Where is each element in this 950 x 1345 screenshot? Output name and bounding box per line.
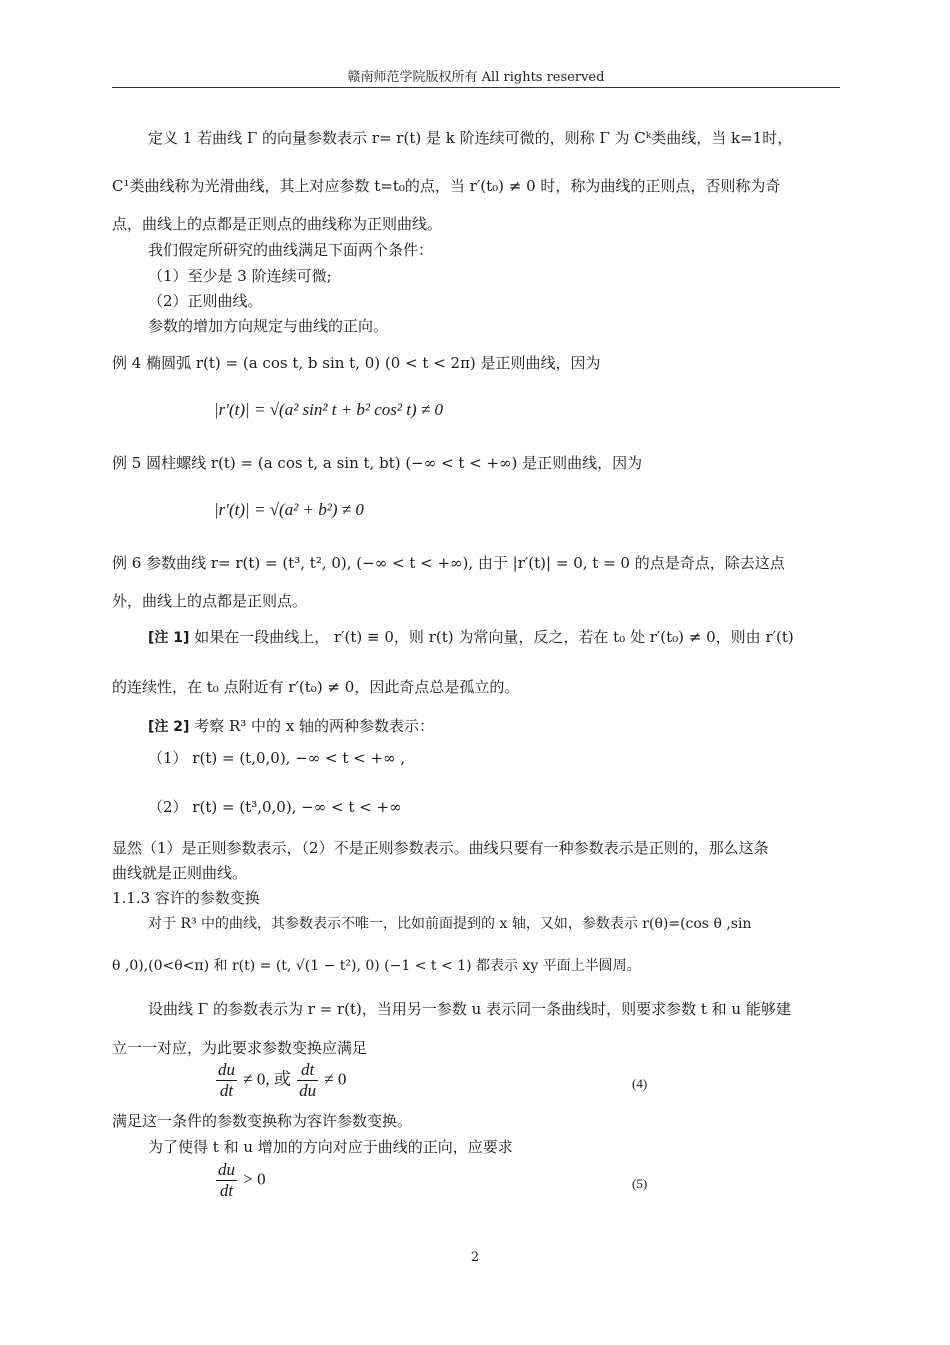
equation-4-number: (4) xyxy=(632,1076,648,1091)
header-rule xyxy=(112,87,840,88)
page-header: 赣南师范学院版权所有 All rights reserved xyxy=(347,70,605,85)
example-5: 例 5 圆柱螺线 r(t) = (a cos t, a sin t, bt) (−∞ < t < +∞) 是正则曲线，因为 xyxy=(112,454,643,472)
note-1-line-1 xyxy=(148,627,794,648)
paragraph-4: 为了使得 t 和 u 增加的方向对应于曲线的正向，应要求 xyxy=(148,1138,513,1156)
note-2-line xyxy=(148,716,434,737)
condition-2: （2）正则曲线。 xyxy=(148,292,263,310)
paragraph-1-line-2: θ ,0),(0<θ<π) 和 r(t) = (t, √(1 − t²), 0) (−1 < t < 1) 都表示 xy 平面上半圆周。 xyxy=(112,958,641,974)
paragraph-3: 满足这一条件的参数变换称为容许参数变换。 xyxy=(112,1112,413,1130)
orientation-rule: 参数的增加方向规定与曲线的正向。 xyxy=(148,317,389,335)
note-2-tag: [注 2] xyxy=(148,719,190,735)
equation-5-number: (5) xyxy=(632,1176,648,1191)
example-6-line-2: 外，曲线上的点都是正则点。 xyxy=(112,592,308,610)
section-heading-1-1-3: 1.1.3 容许的参数变换 xyxy=(112,889,260,907)
definition-1-line-1: 定义 1 若曲线 Γ 的向量参数表示 r= r(t) 是 k 阶连续可微的，则称 Γ 为 Cᵏ类曲线，当 k=1时， xyxy=(148,129,793,147)
note-1-line-2: 的连续性，在 t₀ 点附近有 r′(t₀) ≠ 0，因此奇点总是孤立的。 xyxy=(112,678,520,696)
page-number: 2 xyxy=(470,1250,480,1265)
example-5-formula: |r′(t)| = √(a² + b²) ≠ 0 xyxy=(214,500,364,519)
paragraph-2-line-2: 立一一对应，为此要求参数变换应满足 xyxy=(112,1039,368,1057)
conclusion-line-1: 显然（1）是正则参数表示，（2）不是正则参数表示。曲线只要有一种参数表示是正则的，那么这条 xyxy=(112,839,769,857)
fraction-dt-du: $\frac{dt}{du}$ xyxy=(299,1060,317,1100)
definition-1-line-2: C¹类曲线称为光滑曲线，其上对应参数 t=t₀的点，当 r′(t₀) ≠ 0 时，称为曲线的正则点，否则称为奇 xyxy=(112,177,781,195)
fraction-du-dt: $\frac{du}{dt}$ xyxy=(218,1060,235,1100)
example-4-formula: |r′(t)| = √(a² sin² t + b² cos² t) ≠ 0 xyxy=(214,400,443,419)
assumption-intro: 我们假定所研究的曲线满足下面两个条件： xyxy=(148,241,434,259)
note-2-text: 考察 R³ 中的 x 轴的两种参数表示： xyxy=(194,717,435,735)
paragraph-1-line-1: 对于 R³ 中的曲线，其参数表示不唯一，比如前面提到的 x 轴，又如，参数表示 r(θ)=(cos θ ,sin xyxy=(148,916,752,932)
example-4: 例 4 椭圆弧 r(t) = (a cos t, b sin t, 0) (0 < t < 2π) 是正则曲线，因为 xyxy=(112,354,601,372)
example-6-line-1: 例 6 参数曲线 r= r(t) = (t³, t², 0), (−∞ < t < +∞), 由于 |r′(t)| = 0, t = 0 的点是奇点，除去这点 xyxy=(112,554,785,572)
fraction-du-dt-positive: $\frac{du}{dt}$ xyxy=(218,1160,235,1200)
representation-2: （2） r(t) = (t³,0,0), −∞ < t < +∞ xyxy=(148,798,402,816)
note-1-text: 如果在一段曲线上， r′(t) ≡ 0，则 r(t) 为常向量，反之，若在 t₀ 处 r′(t₀) ≠ 0，则由 r′(t) xyxy=(194,628,794,646)
representation-1: （1） r(t) = (t,0,0), −∞ < t < +∞ , xyxy=(148,749,406,767)
note-1-tag: [注 1] xyxy=(148,630,190,646)
equation-4: $\frac{du}{dt}$ ≠ 0, 或 $\frac{dt}{du}$ ≠ 0 xyxy=(218,1060,347,1100)
condition-1: （1）至少是 3 阶连续可微; xyxy=(148,267,332,285)
definition-1-line-3: 点，曲线上的点都是正则点的曲线称为正则曲线。 xyxy=(112,215,443,233)
conclusion-line-2: 曲线就是正则曲线。 xyxy=(112,864,248,882)
equation-5: $\frac{du}{dt}$ > 0 xyxy=(218,1160,266,1200)
paragraph-2-line-1: 设曲线 Γ 的参数表示为 r = r(t)，当用另一参数 u 表示同一条曲线时，则要求参数 t 和 u 能够建 xyxy=(148,1000,791,1018)
